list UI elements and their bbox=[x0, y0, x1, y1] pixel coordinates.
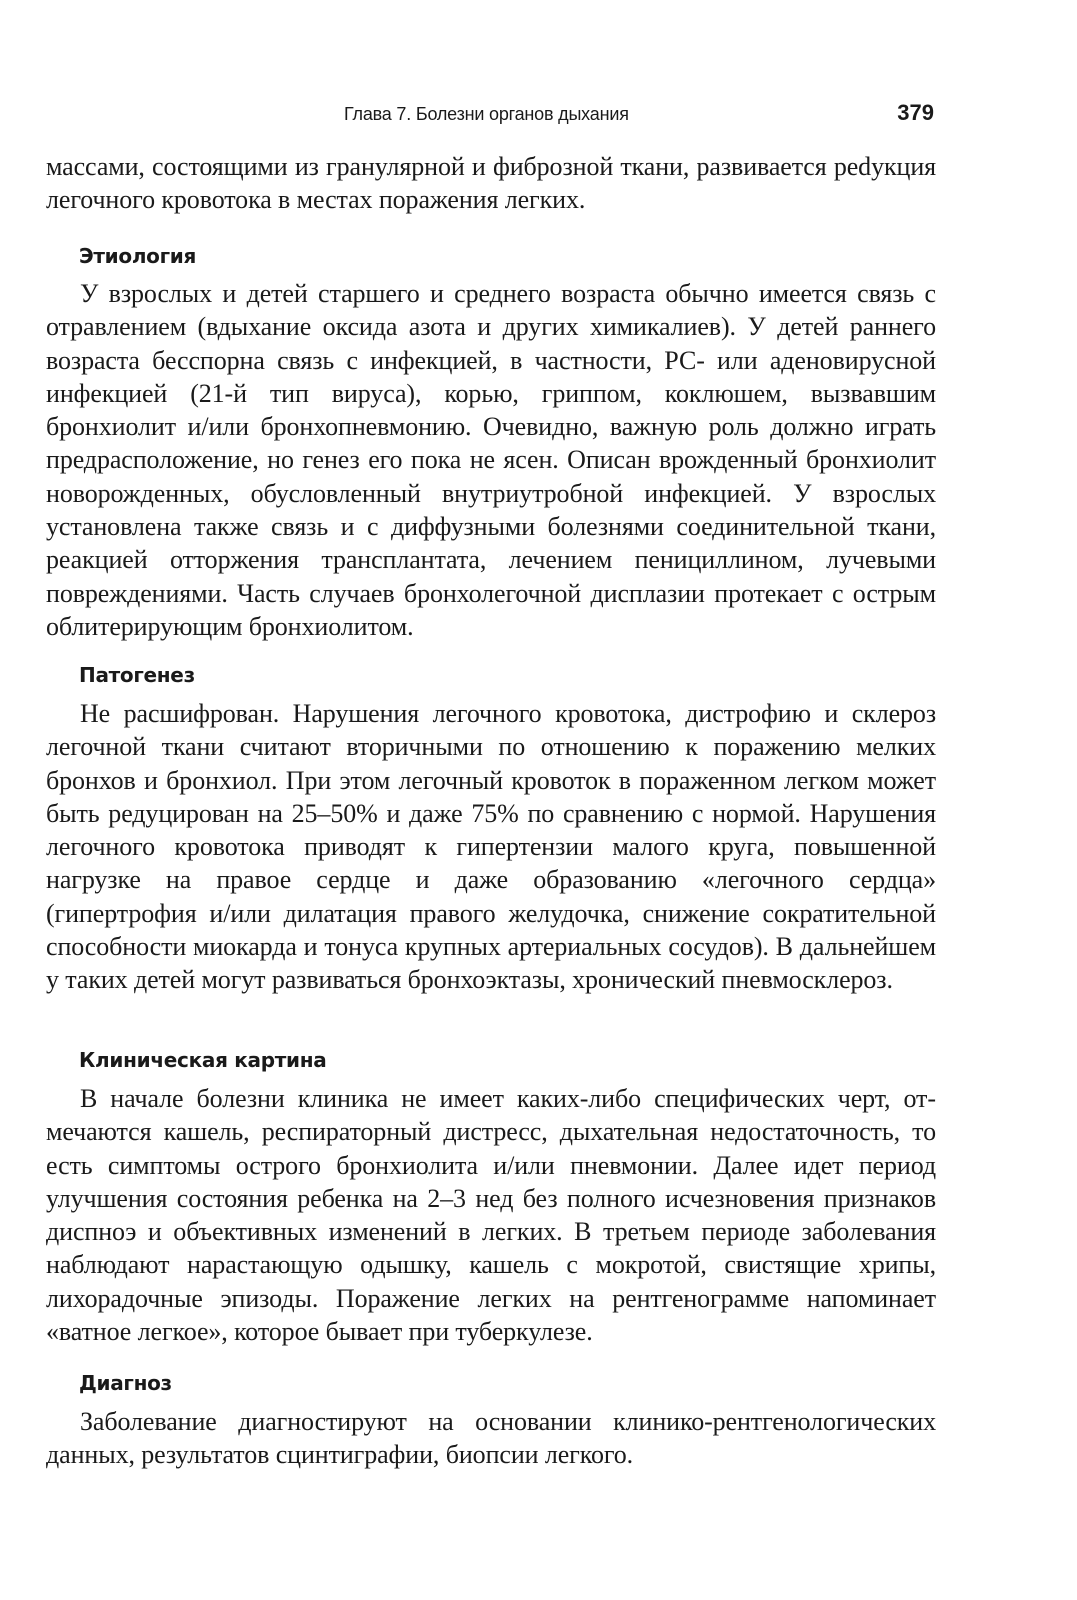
page-number: 379 bbox=[897, 100, 934, 125]
intro-paragraph: массами, состоящими из гранулярной и фиброзной ткани, развивается реdукция легочного кровотока в местах поражения легких. bbox=[46, 152, 936, 215]
section-body-diagnosis bbox=[46, 1405, 936, 1472]
running-header bbox=[46, 100, 936, 130]
paragraph-etiology: У взрослых и детей старшего и среднего возраста обычно имеется связь с отравлением (вдыхание оксида азота и других химикалиев). У детей раннего возраста бесспорна связь с инфекцией, в частности, РС- или аденовирусной инфекцией (21-й тип вируса), корью, гриппом, коклюшем, вызвавшим бронхиолит и/или бронхопневмонию. Очевидно, важную роль должно играть предрасположение, но генез его пока не ясен. Описан врожденный бронхиолит новорожденных, обусловленный внутриутробной инфекцией. У взрослых установлена также связь и с диффузными болезнями соединительной ткани, реакцией отторжения трансплантата, лечением пенициллином, лучевыми повреждениями. Часть случаев бронхолегочной дисплазии протекает с острым облитерирующим бронхиолитом. bbox=[46, 279, 936, 641]
section-heading-pathogenesis: Патогенез bbox=[79, 663, 195, 687]
running-title: Глава 7. Болезни органов дыхания bbox=[344, 104, 629, 124]
section-body-pathogenesis bbox=[46, 697, 936, 997]
section-body-clinical-picture bbox=[46, 1082, 936, 1348]
paragraph-pathogenesis: Не расшифрован. Нарушения легочного кровотока, дистрофию и склероз легочной ткани считают вторичными по отношению к поражению мелких бронхов и бронхиол. При этом легочный кровоток в пораженном легком может быть редуцирован на 25–50% и даже 75% по сравнению с нормой. Нарушения легочного кровотока приводят к гипертензии малого круга, повышенной нагрузке на правое сердце и даже образованию «легочного сердца» (гипертрофия и/или дилатация правого желудочка, снижение сократительной способности миокарда и тонуса крупных артериальных сосудов). В дальнейшем у таких детей могут развиваться бронхоэктазы, хронический пневмосклероз. bbox=[46, 699, 936, 995]
section-heading-etiology: Этиология bbox=[79, 244, 197, 268]
book-page bbox=[46, 0, 936, 1600]
section-heading-clinical-picture: Клиническая картина bbox=[79, 1048, 327, 1072]
paragraph-clinical-picture: В начале болезни клиника не имеет каких-либо специфических черт, отмечаются кашель, респираторный дистресс, дыхательная недостаточность, то есть симптомы острого бронхиолита и/или пневмонии. Далее идет период улучшения состояния ребенка на 2–3 нед без полного исчезновения признаков диспноэ и объективных изменений в легких. В третьем периоде заболевания наблюдают нарастающую одышку, кашель с мокротой, свистящие хрипы, лихорадочные эпизоды. Поражение легких на рентгенограмме напоминает «ватное легкое», которое бывает при туберкулезе. bbox=[46, 1084, 936, 1347]
section-body-etiology bbox=[46, 277, 936, 643]
paragraph-diagnosis: Заболевание диагностируют на основании клинико-рентгенологических данных, результатов сцинтиграфии, биопсии легкого. bbox=[46, 1407, 936, 1470]
section-heading-diagnosis: Диагноз bbox=[79, 1371, 172, 1395]
intro-paragraph-block bbox=[46, 150, 936, 217]
